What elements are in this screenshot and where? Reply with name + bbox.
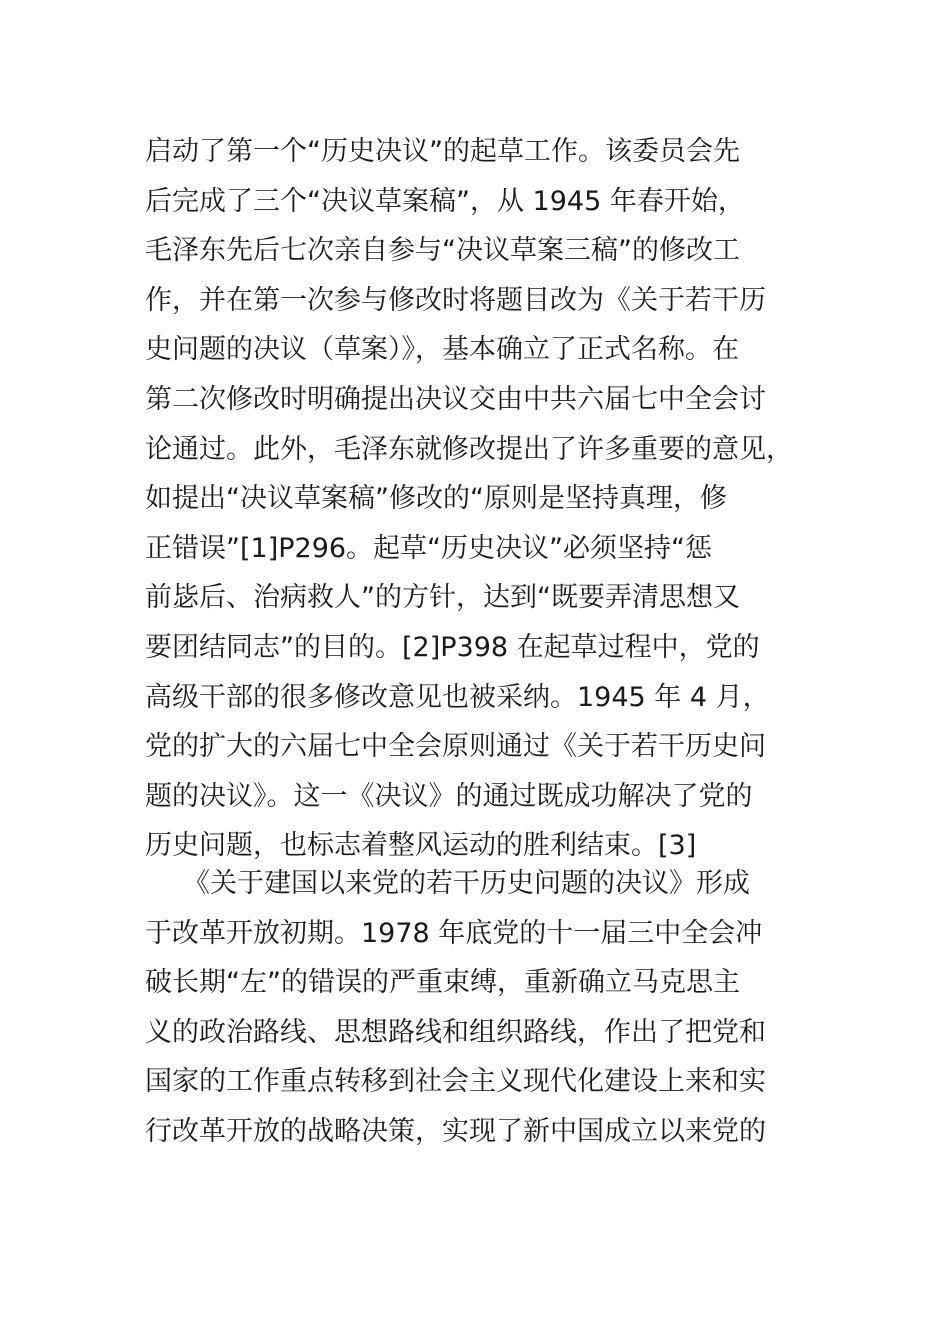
text-line: 毛泽东先后七次亲自参与“决议草案三稿”的修改工 bbox=[145, 235, 740, 267]
paragraph-1 bbox=[145, 127, 835, 871]
text-line: 史问题的决议（草案）》，基本确立了正式名称。在 bbox=[145, 334, 739, 366]
text-line: 后完成了三个“决议草案稿”，从 1945 年春开始， bbox=[145, 185, 745, 217]
text-line: 于改革开放初期。1978 年底党的十一届三中全会冲 bbox=[145, 917, 763, 949]
text-line: 义的政治路线、思想路线和组织路线，作出了把党和 bbox=[145, 1016, 766, 1048]
text-line: 题的决议》。这一《决议》的通过既成功解决了党的 bbox=[145, 780, 753, 812]
text-line: 要团结同志”的目的。[2]P398 在起草过程中，党的 bbox=[145, 631, 760, 663]
text-line: 前毖后、治病救人”的方针，达到“既要弄清思想又 bbox=[145, 582, 740, 614]
text-line: 第二次修改时明确提出决议交由中共六届七中全会讨 bbox=[145, 383, 766, 415]
text-line: 作，并在第一次参与修改时将题目改为《关于若干历 bbox=[145, 284, 766, 316]
text-line: 国家的工作重点转移到社会主义现代化建设上来和实 bbox=[145, 1066, 766, 1098]
text-line: 论通过。此外，毛泽东就修改提出了许多重要的意见， bbox=[145, 433, 793, 465]
text-line: 行改革开放的战略决策，实现了新中国成立以来党的 bbox=[145, 1115, 766, 1147]
text-line: 正错误”[1]P296。起草“历史决议”必须坚持“惩 bbox=[145, 532, 713, 564]
text-line: 启动了第一个“历史决议”的起草工作。该委员会先 bbox=[145, 136, 740, 167]
text-line: 高级干部的很多修改意见也被采纳。1945 年 4 月， bbox=[145, 681, 770, 713]
text-line: 如提出“决议草案稿”修改的“原则是坚持真理，修 bbox=[145, 483, 727, 515]
text-line: 历史问题，也标志着整风运动的胜利结束。[3] bbox=[145, 830, 697, 862]
text-line: 党的扩大的六届七中全会原则通过《关于若干历史问 bbox=[145, 731, 766, 763]
paragraph-2 bbox=[145, 859, 835, 1157]
text-line: 破长期“左”的错误的严重束缚，重新确立马克思主 bbox=[145, 967, 740, 999]
text-line: 《关于建国以来党的若干历史问题的决议》形成 bbox=[183, 868, 750, 899]
